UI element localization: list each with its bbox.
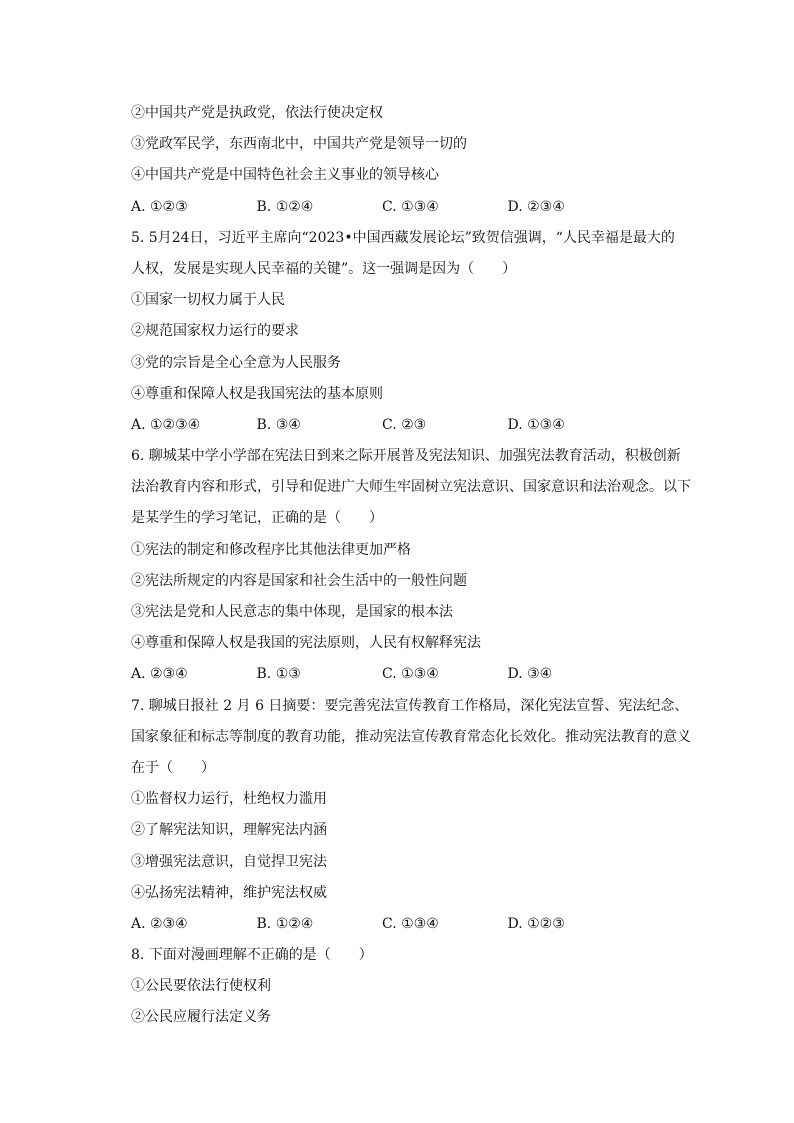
page-content (131, 98, 696, 1034)
question-7 (131, 691, 696, 941)
q6-item-2: ②宪法所规定的内容是国家和社会生活中的一般性问题 (131, 572, 467, 589)
q6-item-3: ③宪法是党和人民意志的集中体现，是国家的根本法 (131, 604, 453, 620)
q7-item-2: ②了解宪法知识，理解宪法内涵 (131, 822, 327, 839)
q7-stem-line-1: 7. 聊城日报社 2 月 6 日摘要：要完善宪法宣传教育工作格局，深化宪法宣誓、宪法纪念、 (131, 697, 689, 714)
q4-option-d[interactable]: D. ②③④ (507, 198, 565, 215)
q8-item-2: ②公民应履行法定义务 (131, 1009, 271, 1026)
q5-item-1: ①国家一切权力属于人民 (131, 292, 285, 309)
q5-option-d[interactable]: D. ①③④ (507, 416, 565, 433)
question-5 (131, 223, 696, 441)
q5-item-4: ④尊重和保障人权是我国宪法的基本原则 (131, 385, 383, 402)
q8-item-1: ①公民要依法行使权利 (131, 978, 271, 995)
q6-stem-line-2: 法治教育内容和形式，引导和促进广大师生牢固树立宪法意识、国家意识和法治观念。以下 (131, 479, 691, 496)
question-8 (131, 940, 696, 1034)
q4-item-3: ③党政军民学，东西南北中，中国共产党是领导一切的 (131, 136, 467, 153)
q5-stem-line-1: 5. 5月24日，习近平主席向“2023•中国西藏发展论坛”致贺信强调，“人民幸福是最大的 (131, 229, 675, 246)
q5-item-3: ③党的宗旨是全心全意为人民服务 (131, 354, 341, 371)
q8-stem-line-1: 8. 下面对漫画理解不正确的是（ ） (131, 947, 373, 964)
q6-stem-line-3: 是某学生的学习笔记，正确的是（ ） (131, 510, 383, 527)
q4-item-4: ④中国共产党是中国特色社会主义事业的领导核心 (131, 167, 439, 184)
q7-item-1: ①监督权力运行，杜绝权力滥用 (131, 791, 327, 808)
q7-option-b[interactable]: B. ①②④ (256, 915, 314, 932)
q6-option-a[interactable]: A. ②③④ (131, 666, 188, 683)
q5-option-c[interactable]: C. ②③ (382, 416, 427, 433)
q6-options (131, 659, 696, 690)
q6-item-4: ④尊重和保障人权是我国的宪法原则，人民有权解释宪法 (131, 635, 481, 652)
q6-option-b[interactable]: B. ①③ (256, 666, 301, 683)
q7-stem-line-3: 在于（ ） (131, 759, 215, 776)
q7-stem-line-2: 国家象征和标志等制度的教育功能，推动宪法宣传教育常态化长效化。推动宪法教育的意义 (131, 728, 691, 745)
q4-option-c[interactable]: C. ①③④ (382, 198, 439, 215)
q7-item-4: ④弘扬宪法精神，维护宪法权威 (131, 884, 327, 901)
q7-option-c[interactable]: C. ①③④ (382, 915, 439, 932)
q6-option-d[interactable]: D. ③④ (507, 666, 553, 683)
q5-option-b[interactable]: B. ③④ (256, 416, 301, 433)
q7-options (131, 909, 696, 940)
q7-option-d[interactable]: D. ①②③ (507, 915, 565, 932)
q6-stem-line-1: 6. 聊城某中学小学部在宪法日到来之际开展普及宪法知识、加强宪法教育活动，积极创新 (131, 448, 681, 465)
q5-options (131, 410, 696, 441)
q6-option-c[interactable]: C. ①③④ (382, 666, 439, 683)
q5-stem-line-2: 人权，发展是实现人民幸福的关键”。这一强调是因为（ ） (131, 260, 517, 277)
question-6 (131, 441, 696, 691)
q4-option-b[interactable]: B. ①②④ (256, 198, 314, 215)
q4-item-2: ②中国共产党是执政党，依法行使决定权 (131, 105, 383, 121)
question-4 (131, 98, 696, 223)
q6-item-1: ①宪法的制定和修改程序比其他法律更加严格 (131, 541, 411, 558)
q7-item-3: ③增强宪法意识，自觉捍卫宪法 (131, 853, 327, 870)
q7-option-a[interactable]: A. ②③④ (131, 915, 188, 932)
q4-options (131, 192, 696, 223)
q4-option-a[interactable]: A. ①②③ (131, 198, 188, 215)
q5-option-a[interactable]: A. ①②③④ (131, 416, 201, 433)
q5-item-2: ②规范国家权力运行的要求 (131, 323, 299, 340)
